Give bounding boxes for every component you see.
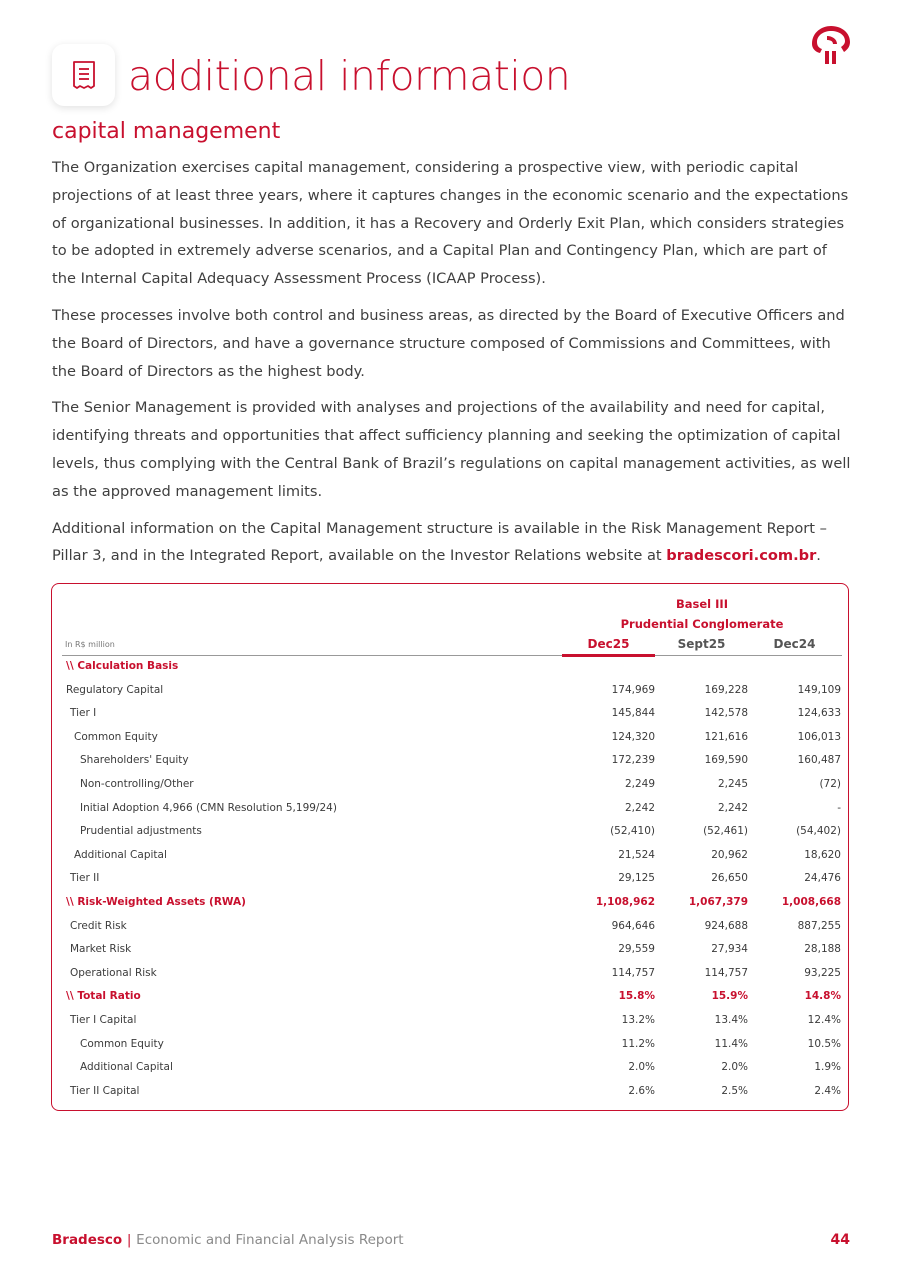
row-value-dec25: 11.2%: [621, 1037, 655, 1050]
row-value-dec25: 15.8%: [618, 990, 655, 1003]
footer: [52, 1232, 404, 1248]
paragraph-1: The Organization exercises capital management, considering a prospective view, with periodic capital projections of at least three years, where it captures changes in the economic scenario and the expectations of organizational businesses. In addition, it has a Recovery and Orderly Exit Plan, which considers strategies to be adopted in extremely adverse scenarios, and a Capital Plan and Contingency Plan, which are part of the Internal Capital Adequacy Assessment Process (ICAAP Process).: [52, 159, 849, 288]
row-label: Market Risk: [70, 943, 132, 956]
row-label: \\ Risk-Weighted Assets (RWA): [66, 895, 246, 908]
row-value-dec24: 124,633: [797, 707, 841, 720]
investor-relations-link[interactable]: bradescori.com.br: [666, 547, 817, 565]
row-value-sept25: 924,688: [704, 919, 748, 932]
paragraph-4-end: .: [816, 547, 821, 565]
row-label: Tier II Capital: [70, 1084, 140, 1097]
footer-report-title: Economic and Financial Analysis Report: [136, 1232, 404, 1248]
row-label: Initial Adoption 4,966 (CMN Resolution 5,199/24): [80, 801, 337, 814]
row-value-sept25: 169,590: [704, 754, 748, 767]
page-title: additional information: [128, 52, 571, 100]
row-value-sept25: (52,461): [703, 825, 748, 838]
row-value-sept25: 20,962: [711, 848, 748, 861]
row-value-sept25: 15.9%: [711, 990, 748, 1003]
row-label: Regulatory Capital: [66, 683, 164, 696]
table-section-row: [62, 656, 842, 680]
paragraph-4: [52, 515, 852, 571]
row-value-sept25: 2,242: [717, 801, 748, 814]
row-value-dec24: 14.8%: [804, 990, 841, 1003]
row-value-dec24: 2.4%: [814, 1084, 841, 1097]
row-value-sept25: 2.0%: [721, 1061, 748, 1074]
row-value-sept25: 1,067,379: [688, 895, 748, 908]
row-value-sept25: 2.5%: [721, 1084, 748, 1097]
table-row: [62, 798, 842, 822]
row-value-sept25: 26,650: [711, 872, 748, 885]
table-row: [62, 868, 842, 892]
table-row: [62, 821, 842, 845]
row-value-sept25: 2,245: [717, 777, 748, 790]
column-header-sept25: Sept25: [677, 637, 726, 651]
title-icon-badge: [52, 44, 115, 106]
section-title: capital management: [52, 119, 281, 144]
row-value-dec25: 2.0%: [628, 1061, 655, 1074]
document-icon: [71, 60, 97, 90]
table-row: [62, 939, 842, 963]
row-value-dec24: 12.4%: [807, 1013, 841, 1026]
row-value-sept25: 114,757: [704, 966, 748, 979]
table-row: [62, 845, 842, 869]
row-label: Common Equity: [74, 730, 158, 743]
row-label: Operational Risk: [70, 966, 157, 979]
table-row: [62, 1010, 842, 1034]
paragraph-3: The Senior Management is provided with analyses and projections of the availability and need for capital, identifying threats and opportunities that affect sufficiency planning and seeking the optimization of capital levels, thus complying with the Central Bank of Brazil’s regulations on capital management activities, as well as the approved management limits.: [52, 399, 851, 500]
row-label: Tier II: [70, 872, 100, 885]
row-value-dec24: 18,620: [804, 848, 841, 861]
table-row: [62, 1034, 842, 1058]
row-value-dec24: (72): [819, 777, 841, 790]
row-value-dec24: 93,225: [804, 966, 841, 979]
row-label: Non-controlling/Other: [80, 777, 194, 790]
row-value-dec25: 13.2%: [621, 1013, 655, 1026]
bradesco-logo-icon: [806, 22, 852, 68]
row-value-sept25: 142,578: [704, 707, 748, 720]
row-value-dec25: 174,969: [611, 683, 655, 696]
paragraph-4-text: Additional information on the Capital Management structure is available in the Risk Management Report – Pillar 3, and in the Integrated Report, available on the Investor Relations website at: [52, 519, 827, 565]
paragraph-2: These processes involve both control and business areas, as directed by the Board of Executive Officers and the Board of Directors, and have a governance structure composed of Commissions and Committees, with the Board of Directors as the highest body.: [52, 306, 845, 380]
table-section-row: [62, 892, 842, 916]
row-value-dec24: 28,188: [804, 943, 841, 956]
table-section-row: [62, 986, 842, 1010]
row-value-sept25: 169,228: [704, 683, 748, 696]
row-value-dec25: 29,125: [618, 872, 655, 885]
table-row: [62, 774, 842, 798]
footer-brand: Bradesco: [52, 1232, 123, 1248]
page-number: 44: [830, 1232, 850, 1248]
table-row: [62, 680, 842, 704]
row-value-dec25: 2.6%: [628, 1084, 655, 1097]
row-label: Tier I: [70, 707, 97, 720]
row-value-sept25: 27,934: [711, 943, 748, 956]
row-value-dec24: 160,487: [797, 754, 841, 767]
row-value-dec25: (52,410): [610, 825, 655, 838]
row-value-dec25: 21,524: [618, 848, 655, 861]
footer-separator: |: [126, 1232, 132, 1248]
row-value-dec24: (54,402): [796, 825, 841, 838]
table-row: [62, 963, 842, 987]
row-value-dec25: 964,646: [611, 919, 655, 932]
row-value-dec24: 149,109: [797, 683, 841, 696]
row-label: Additional Capital: [74, 848, 167, 861]
row-value-dec24: 10.5%: [807, 1037, 841, 1050]
row-value-sept25: 121,616: [704, 730, 748, 743]
row-value-dec25: 172,239: [611, 754, 655, 767]
row-value-dec25: 2,242: [624, 801, 655, 814]
table-group-header-prudential: Prudential Conglomerate: [620, 617, 784, 631]
row-label: \\ Calculation Basis: [66, 660, 179, 672]
table-row: [62, 727, 842, 751]
row-value-dec25: 124,320: [611, 730, 655, 743]
row-label: Tier I Capital: [70, 1013, 137, 1026]
row-value-dec25: 2,249: [624, 777, 655, 790]
row-value-dec24: -: [837, 801, 841, 814]
row-value-dec24: 1,008,668: [781, 895, 841, 908]
table-row: [62, 1057, 842, 1081]
table-row: [62, 916, 842, 940]
table-unit-label: In R$ million: [65, 640, 115, 649]
row-value-dec24: 106,013: [797, 730, 841, 743]
row-value-dec25: 1,108,962: [595, 895, 655, 908]
row-label: \\ Total Ratio: [66, 990, 141, 1003]
row-value-dec25: 114,757: [611, 966, 655, 979]
table-row: [62, 703, 842, 727]
body-text: [52, 154, 852, 579]
row-value-dec24: 24,476: [804, 872, 841, 885]
column-header-dec25: Dec25: [587, 637, 630, 651]
row-label: Credit Risk: [70, 919, 127, 932]
row-value-dec25: 29,559: [618, 943, 655, 956]
table-group-header-basel: Basel III: [676, 597, 728, 611]
row-label: Common Equity: [80, 1037, 164, 1050]
column-header-dec24: Dec24: [773, 637, 816, 651]
row-label: Prudential adjustments: [80, 825, 202, 838]
table-row: [62, 750, 842, 774]
row-value-dec25: 145,844: [611, 707, 655, 720]
row-value-dec24: 1.9%: [814, 1061, 841, 1074]
row-value-sept25: 11.4%: [714, 1037, 748, 1050]
row-label: Shareholders' Equity: [80, 754, 189, 767]
table-row: [62, 1081, 842, 1105]
row-label: Additional Capital: [80, 1061, 173, 1074]
row-value-sept25: 13.4%: [714, 1013, 748, 1026]
table-body: [62, 656, 842, 1104]
row-value-dec24: 887,255: [797, 919, 841, 932]
